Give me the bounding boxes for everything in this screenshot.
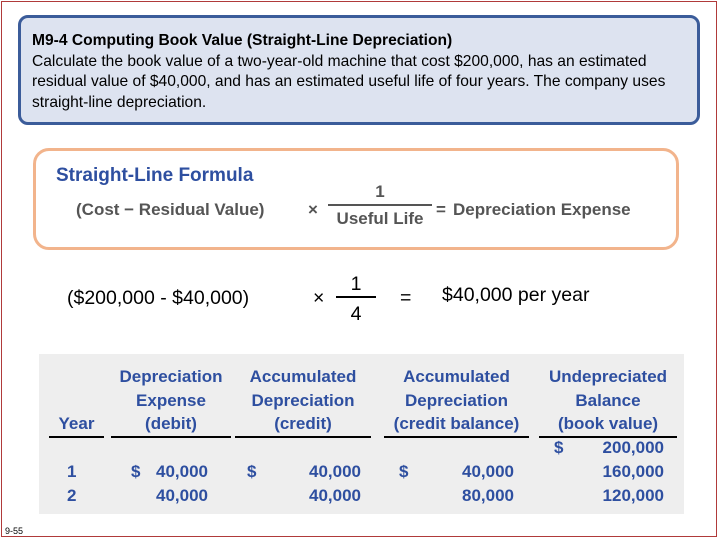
formula-right: Depreciation Expense — [453, 200, 631, 219]
calc-fraction — [336, 273, 376, 326]
calc-times: × — [313, 287, 325, 309]
slide-number: 9-55 — [5, 526, 24, 536]
formula-expression — [76, 182, 676, 238]
row1-year: 1 — [67, 462, 77, 481]
calc-denominator: 4 — [350, 303, 362, 325]
header-depreciation-expense: Depreciation Expense (debit) — [111, 365, 231, 438]
row1-dep-dollar: $ — [131, 462, 141, 481]
header-year: Year — [49, 412, 104, 438]
initial-book-value: 200,000 — [602, 438, 664, 457]
problem-title: M9-4 Computing Book Value (Straight-Line Depreciation) — [32, 32, 453, 49]
formula-equals: = — [436, 200, 446, 219]
formula-box — [33, 148, 679, 250]
initial-dollar-sign: $ — [554, 438, 564, 457]
row2-balance: 80,000 — [462, 486, 514, 505]
row2-year: 2 — [67, 486, 77, 505]
formula-left: (Cost − Residual Value) — [76, 200, 265, 219]
problem-body: Calculate the book value of a two-year-old machine that cost $200,000, has an estimated residual value of $40,000, and has an estimated useful life of four years. The company uses straight-line depreciation. — [32, 52, 666, 111]
header-accumulated-depreciation: Accumulated Depreciation (credit) — [235, 365, 371, 438]
formula-times: × — [308, 200, 318, 219]
calc-result: $40,000 per year — [442, 284, 590, 306]
row2-depreciation: 40,000 — [156, 486, 208, 505]
formula-fraction-bar — [328, 204, 432, 206]
calculation-expression — [0, 270, 720, 330]
row1-book-value: 160,000 — [602, 462, 664, 481]
row1-balance: 40,000 — [462, 462, 514, 481]
formula-numerator: 1 — [375, 182, 385, 201]
row2-book-value: 120,000 — [602, 486, 664, 505]
row1-bal-dollar: $ — [399, 462, 409, 481]
row2-accumulated: 40,000 — [309, 486, 361, 505]
row1-depreciation: 40,000 — [156, 462, 208, 481]
formula-fraction — [328, 182, 432, 229]
header-undepreciated-balance: Undepreciated Balance (book value) — [539, 365, 677, 438]
calc-fraction-bar — [336, 296, 376, 298]
calc-left: ($200,000 - $40,000) — [67, 287, 250, 309]
calc-numerator: 1 — [350, 273, 362, 295]
depreciation-table — [39, 354, 684, 514]
formula-title: Straight-Line Formula — [56, 165, 254, 186]
problem-statement-box — [18, 15, 700, 125]
row1-acc-dollar: $ — [247, 462, 257, 481]
calc-equals: = — [400, 287, 412, 309]
row1-accumulated: 40,000 — [309, 462, 361, 481]
formula-denominator: Useful Life — [336, 209, 424, 228]
header-accumulated-balance: Accumulated Depreciation (credit balance) — [384, 365, 529, 438]
